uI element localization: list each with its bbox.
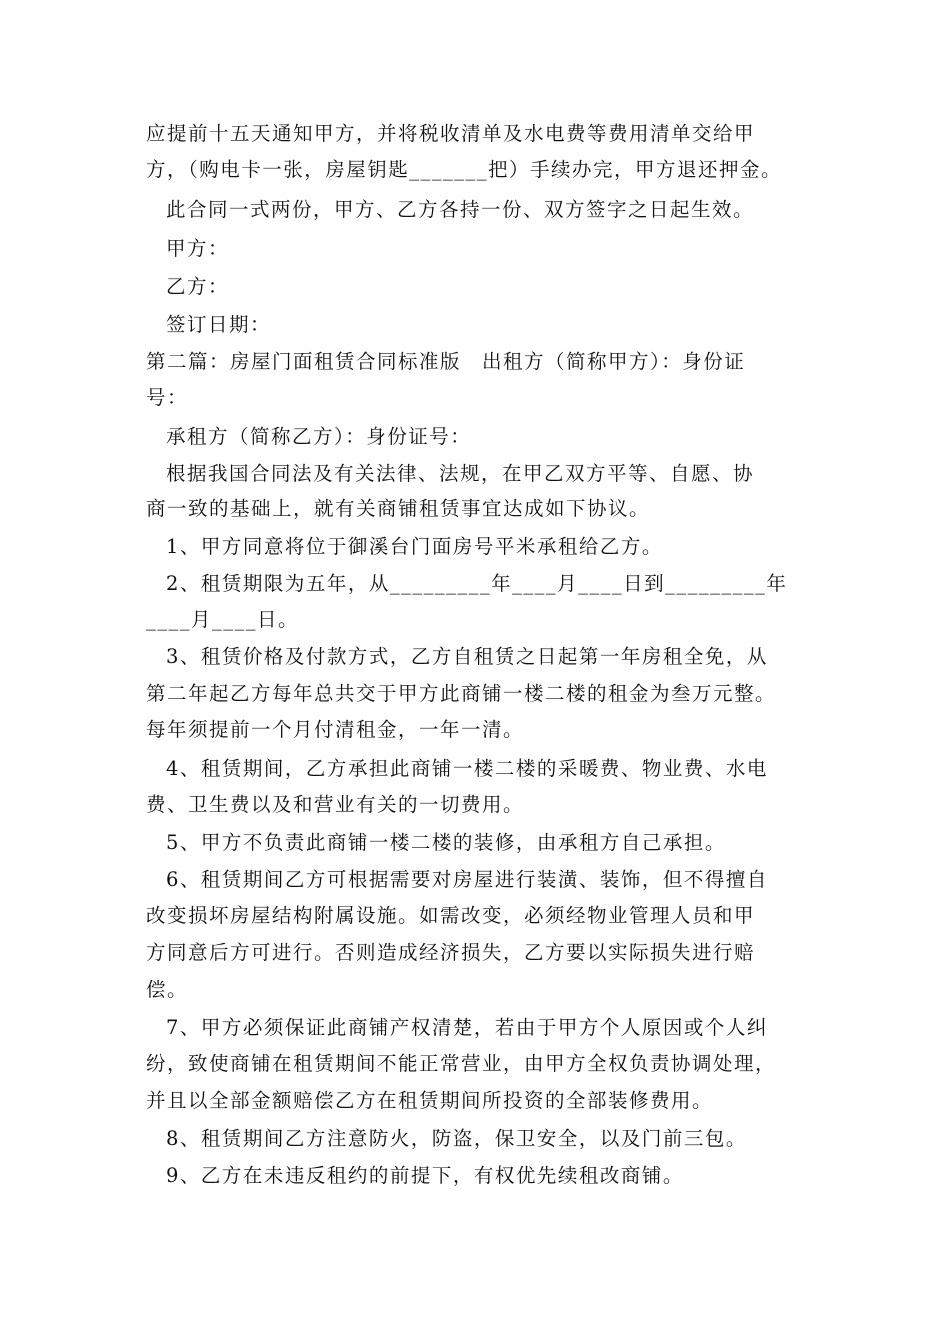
text-line: 6、租赁期间乙方可根据需要对房屋进行装潢、装饰，但不得擅自	[166, 868, 768, 891]
text-line: 1、甲方同意将位于御溪台门面房号平米承租给乙方。	[166, 535, 663, 558]
text-line: 改变损坏房屋结构附属设施。如需改变，必须经物业管理人员和甲	[146, 904, 756, 927]
text-line: 并且以全部金额赔偿乙方在租赁期间所投资的全部装修费用。	[146, 1089, 714, 1112]
text-line: 号：	[146, 386, 189, 409]
text-line: 此合同一式两份，甲方、乙方各持一份、双方签字之日起生效。	[166, 198, 755, 221]
text-line: 纷，致使商铺在租赁期间不能正常营业，由甲方全权负责协调处理，	[146, 1052, 777, 1075]
text-line: 第二篇：房屋门面租赁合同标准版 出租方（简称甲方）：身份证	[146, 350, 746, 373]
text-line: 方，（购电卡一张，房屋钥匙_______把）手续办完，甲方退还押金。	[146, 158, 783, 181]
text-line: 乙方：	[166, 275, 230, 298]
text-line: 签订日期：	[166, 313, 272, 336]
text-line: 3、租赁价格及付款方式，乙方自租赁之日起第一年房租全免，从	[166, 645, 768, 668]
text-line: 4、租赁期间，乙方承担此商铺一楼二楼的采暖费、物业费、水电	[166, 757, 768, 780]
text-line: 8、租赁期间乙方注意防火，防盗，保卫安全，以及门前三包。	[166, 1127, 747, 1150]
text-line: 应提前十五天通知甲方，并将税收清单及水电费等费用清单交给甲	[146, 122, 756, 145]
text-line: 第二年起乙方每年总共交于甲方此商铺一楼二楼的租金为叁万元整。	[146, 682, 777, 705]
text-line: 9、乙方在未违反租约的前提下，有权优先续租改商铺。	[166, 1164, 684, 1187]
text-line: 根据我国合同法及有关法律、法规，在甲乙双方平等、自愿、协	[166, 462, 755, 485]
text-line: ____月____日。	[146, 608, 300, 631]
text-line: 承租方（简称乙方）：身份证号：	[166, 425, 472, 448]
text-line: 偿。	[146, 978, 189, 1001]
text-line: 方同意后方可进行。否则造成经济损失，乙方要以实际损失进行赔	[146, 941, 756, 964]
text-line: 商一致的基础上，就有关商铺租赁事宜达成如下协议。	[146, 497, 651, 520]
text-line: 2、租赁期限为五年，从_________年____月____日到_________年	[166, 572, 788, 595]
text-line: 7、甲方必须保证此商铺产权清楚，若由于甲方个人原因或个人纠	[166, 1016, 768, 1039]
text-line: 5、甲方不负责此商铺一楼二楼的装修，由承租方自己承担。	[166, 831, 726, 854]
text-line: 甲方：	[166, 237, 230, 260]
text-line: 费、卫生费以及和营业有关的一切费用。	[146, 793, 525, 816]
text-line: 每年须提前一个月付清租金，一年一清。	[146, 718, 525, 741]
